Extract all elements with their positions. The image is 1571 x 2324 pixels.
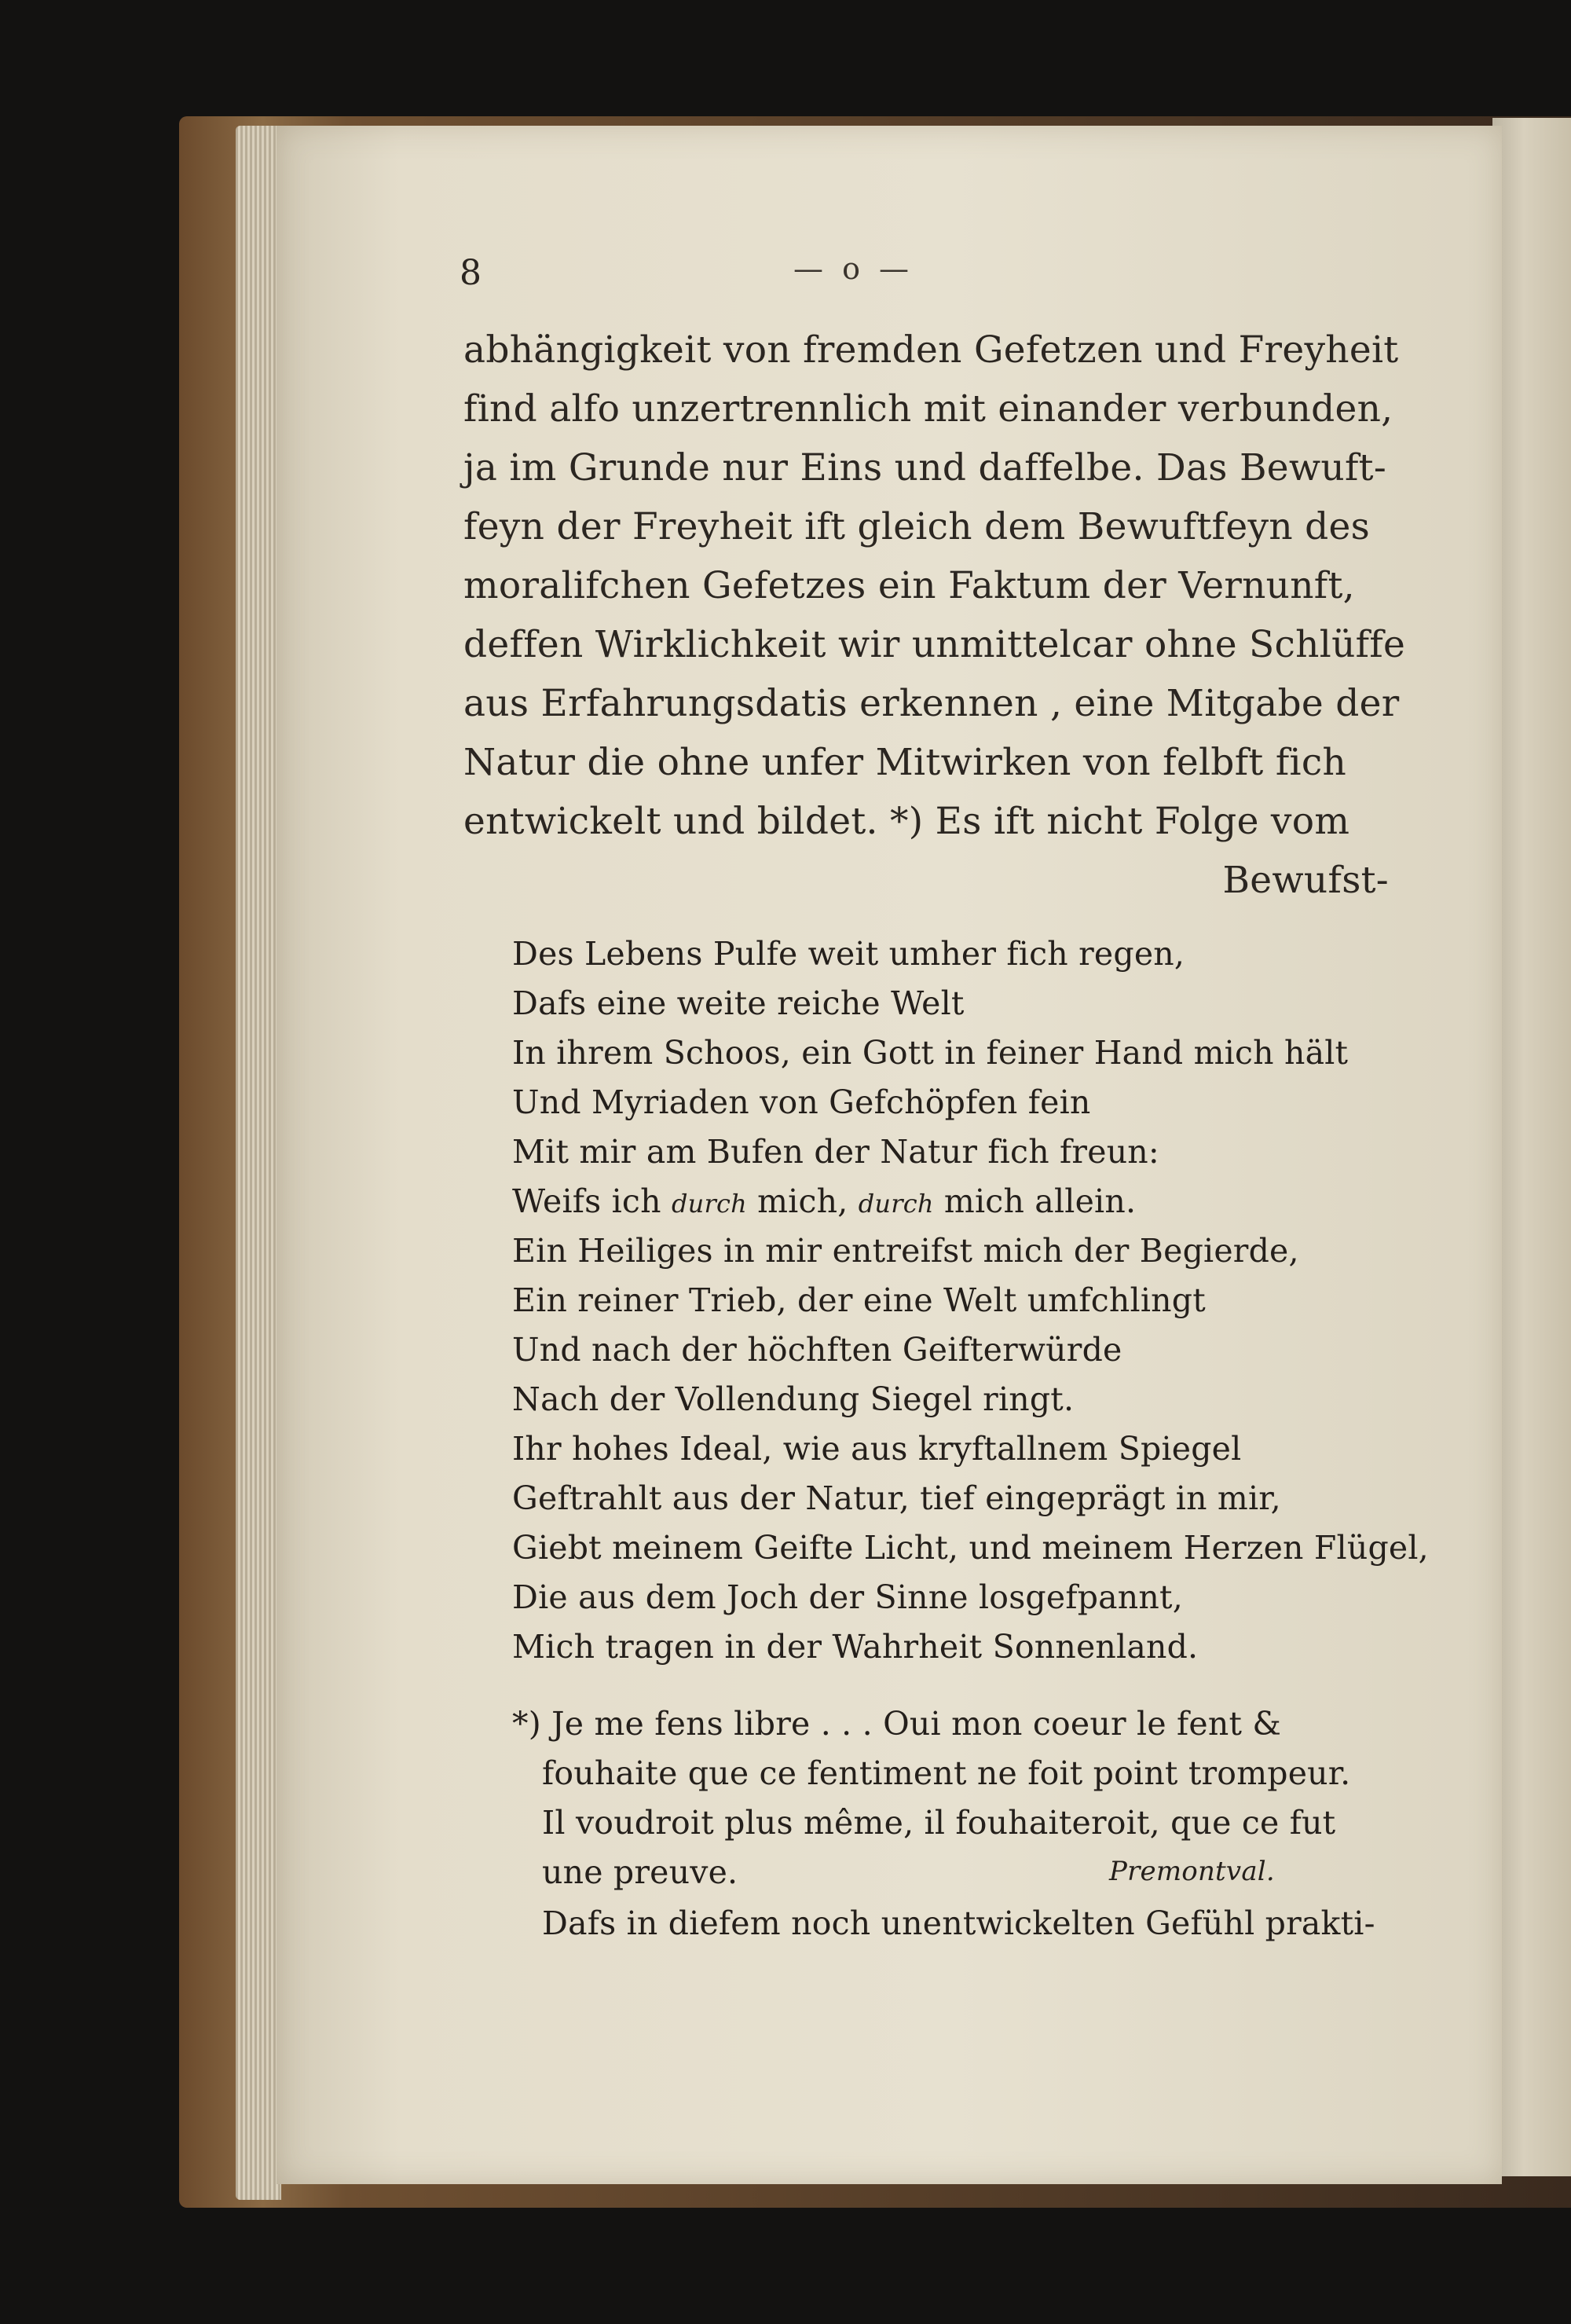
verse-italic: durch	[858, 1189, 934, 1219]
verse-line-weifs	[512, 1182, 1136, 1220]
body-line: deffen Wirklichkeit wir unmittelcar ohne Schlüffe	[463, 623, 1406, 666]
verse-line: Mich tragen in der Wahrheit Sonnenland.	[512, 1628, 1199, 1666]
verse-line: Und Myriaden von Gefchöpfen fein	[512, 1083, 1091, 1121]
verse-text: mich,	[757, 1182, 848, 1220]
footnote-signature: Premontval.	[1109, 1856, 1275, 1887]
verse-line: Nach der Vollendung Siegel ringt.	[512, 1380, 1075, 1418]
body-line: find alfo unzertrennlich mit einander verbunden,	[463, 387, 1393, 431]
body-line: feyn der Freyheit ift gleich dem Bewuftfeyn des	[463, 505, 1371, 548]
facing-page-edge	[1492, 118, 1571, 2176]
footnote-line: Il voudroit plus même, il fouhaiteroit, que ce fut	[542, 1804, 1336, 1842]
footnote-line: fouhaite que ce fentiment ne foit point trompeur.	[542, 1754, 1351, 1792]
header-ornament: — o —	[793, 251, 914, 286]
verse-line: In ihrem Schoos, ein Gott in feiner Hand mich hält	[512, 1034, 1349, 1072]
footnote-continuation: Dafs in diefem noch unentwickelten Gefühl prakti-	[542, 1904, 1375, 1942]
page-number: 8	[460, 253, 482, 293]
body-line: aus Erfahrungsdatis erkennen , eine Mitgabe der	[463, 682, 1400, 725]
verse-line: Giebt meinem Geifte Licht, und meinem Herzen Flügel,	[512, 1529, 1429, 1567]
verse-line: Geftrahlt aus der Natur, tief eingeprägt in mir,	[512, 1479, 1281, 1517]
body-line: entwickelt und bildet. *) Es ift nicht Folge vom	[463, 800, 1350, 843]
verse-line: Ein Heiliges in mir entreifst mich der Begierde,	[512, 1232, 1299, 1270]
verse-line: Die aus dem Joch der Sinne losgefpannt,	[512, 1578, 1183, 1616]
verse-line: Dafs eine weite reiche Welt	[512, 984, 965, 1022]
body-line: ja im Grunde nur Eins und daffelbe. Das Bewuft-	[463, 446, 1387, 489]
page-stack-edges	[236, 126, 281, 2200]
verse-line: Mit mir am Bufen der Natur fich freun:	[512, 1133, 1159, 1171]
verse-line: Ihr hohes Ideal, wie aus kryftallnem Spiegel	[512, 1430, 1242, 1468]
verse-text: mich allein.	[943, 1182, 1137, 1220]
verse-line: Und nach der höchften Geifterwürde	[512, 1331, 1122, 1369]
verse-line: Des Lebens Pulfe weit umher fich regen,	[512, 935, 1185, 973]
body-line: abhängigkeit von fremden Gefetzen und Freyheit	[463, 328, 1399, 372]
footnote-line: *) Je me fens libre . . . Oui mon coeur le fent &	[512, 1705, 1282, 1743]
verse-text: Weifs ich	[512, 1182, 661, 1220]
body-line: moralifchen Gefetzes ein Faktum der Vernunft,	[463, 564, 1355, 607]
verse-line: Ein reiner Trieb, der eine Welt umfchlingt	[512, 1281, 1206, 1319]
verse-italic: durch	[671, 1189, 747, 1219]
footnote-line: une preuve.	[542, 1853, 738, 1891]
body-line: Natur die ohne unfer Mitwirken von felbft fich	[463, 741, 1347, 784]
catchword: Bewufst-	[1222, 859, 1389, 902]
